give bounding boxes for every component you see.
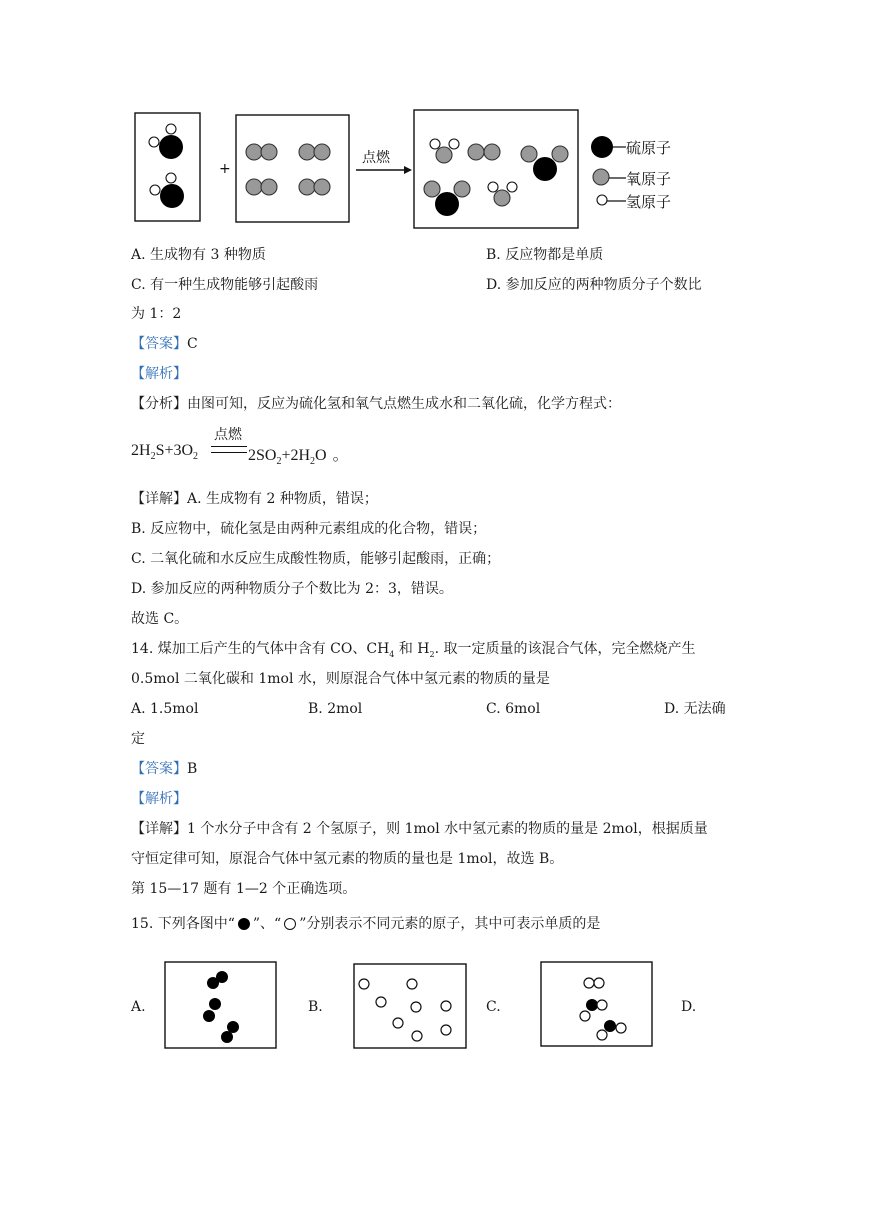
answer-tag: 【答案】 — [131, 336, 187, 352]
q13-detail-c: C. 二氧化硫和水反应生成酸性物质，能够引起酸雨，正确； — [131, 551, 501, 567]
q14-detail-line2: 守恒定律可知，原混合气体中氢元素的物质的量也是 1mol，故选 B。 — [131, 851, 564, 867]
h2o-molecule — [430, 139, 459, 163]
answer-tag: 【答案】 — [131, 761, 187, 777]
stem-text: ”、“ — [252, 916, 282, 932]
q15-option-c-label: C. — [486, 999, 501, 1015]
eq-term: 2H — [131, 442, 151, 459]
plus-sign: + — [219, 161, 231, 177]
q13-option-a: A. 生成物有 3 种物质 — [131, 247, 266, 263]
atom-hollow — [412, 1031, 422, 1041]
atom-hollow — [359, 979, 369, 989]
eq-term: S+3O — [155, 442, 194, 459]
q13-option-c: C. 有一种生成物能够引起酸雨 — [131, 277, 319, 293]
hollow-atom-icon — [284, 918, 296, 930]
q13-option-d: D. 参加反应的两种物质分子个数比 — [486, 277, 702, 293]
q13-detail-b: B. 反应物中，硫化氢是由两种元素组成的化合物，错误； — [131, 521, 487, 537]
o2-molecule — [468, 144, 500, 160]
q15-stem — [131, 914, 600, 934]
stem-text: 14. 煤加工后产生的气体中含有 CO、CH — [131, 641, 390, 657]
eq-subscript: 2 — [193, 451, 199, 463]
section-note: 第 15—17 题有 1—2 个正确选项。 — [131, 881, 357, 897]
o2-molecule — [299, 144, 330, 160]
atom-hollow — [393, 1018, 403, 1028]
reactant-box-o2 — [236, 115, 349, 222]
eq-term: 2SO — [248, 447, 277, 464]
answer-value: B — [187, 761, 198, 777]
detail-text: A. 生成物有 2 种物质，错误； — [187, 491, 378, 507]
o2-molecule — [246, 179, 277, 195]
q15-option-b-label: B. — [308, 999, 323, 1015]
q14-stem-line1 — [131, 639, 695, 665]
q13-analysis-tag: 【解析】 — [131, 366, 187, 382]
h2s-molecule — [149, 124, 183, 159]
o2-molecule — [246, 144, 277, 160]
reaction-diagram — [0, 0, 869, 240]
molecule-mixed — [580, 999, 607, 1021]
q14-stem-line2: 0.5mol 二氧化碳和 1mol 水，则原混合气体中氢元素的物质的量是 — [131, 671, 550, 687]
q13-conclusion: 故选 C。 — [131, 611, 189, 627]
o2-molecule — [299, 179, 330, 195]
stem-text: 15. 下列各图中“ — [131, 916, 235, 932]
molecule-dark-pair — [203, 998, 221, 1022]
eq-subscript: 2 — [276, 456, 282, 468]
q15-option-figures — [0, 950, 869, 1060]
q13-option-d-continued: 为 1：2 — [131, 306, 182, 322]
q15-option-a-label: A. — [131, 999, 146, 1015]
filled-atom-icon — [238, 918, 250, 930]
q14-option-c: C. 6mol — [486, 701, 541, 717]
molecule-hollow-pair — [584, 978, 604, 988]
eq-double-line — [211, 446, 247, 453]
detail-text: 1 个水分子中含有 2 个氢原子，则 1mol 水中氢元素的物质的量是 2mol，根据质量 — [187, 821, 708, 837]
legend-hydrogen: 氢原子 — [626, 193, 672, 211]
fenxi-text: 由图可知，反应为硫化氢和氧气点燃生成水和二氧化硫，化学方程式： — [187, 396, 621, 412]
chemical-equation — [131, 428, 431, 474]
eq-subscript: 2 — [310, 456, 316, 468]
q13-fenxi — [131, 394, 621, 414]
q14-detail-line1 — [131, 819, 708, 839]
molecule-mixed — [597, 1020, 626, 1040]
atom-hollow — [441, 1001, 451, 1011]
legend — [591, 136, 671, 211]
arrow-condition-label: 点燃 — [362, 150, 390, 166]
detail-tag: 【详解】 — [131, 491, 187, 507]
stem-text: 和 H — [394, 641, 430, 657]
stem-text: . 取一定质量的该混合气体，完全燃烧产生 — [434, 641, 696, 657]
q13-detail-d: D. 参加反应的两种物质分子个数比为 2：3，错误。 — [131, 581, 453, 597]
atom-hollow — [441, 1025, 451, 1035]
so2-molecule — [424, 181, 470, 216]
eq-term: O — [315, 447, 327, 464]
q14-option-d: D. 无法确 — [664, 701, 726, 717]
so2-molecule — [521, 146, 568, 181]
eq-condition: 点燃 — [214, 428, 242, 443]
detail-tag: 【详解】 — [131, 821, 187, 837]
molecule-dark-pair — [207, 971, 228, 989]
hydrogen-atom-icon — [597, 195, 607, 205]
eq-end: 。 — [332, 447, 349, 464]
h2s-molecule — [150, 173, 184, 208]
eq-subscript: 2 — [150, 451, 156, 463]
stem-subscript: 2 — [429, 649, 435, 659]
answer-value: C — [187, 336, 198, 352]
q14-option-a: A. 1.5mol — [131, 701, 199, 717]
q14-answer — [131, 759, 197, 779]
arrow-head-icon — [404, 166, 412, 174]
atom-hollow — [376, 997, 386, 1007]
atom-hollow — [411, 1002, 421, 1012]
molecule-dark-pair — [221, 1021, 239, 1043]
fenxi-tag: 【分析】 — [131, 396, 187, 412]
q14-option-d-continued: 定 — [131, 731, 145, 747]
oxygen-atom-icon — [593, 169, 609, 185]
q15-option-d-label: D. — [681, 999, 697, 1015]
stem-subscript: 4 — [389, 649, 395, 659]
atom-hollow — [407, 979, 417, 989]
eq-term: +2H — [281, 447, 311, 464]
sulfur-atom-icon — [591, 136, 613, 158]
q14-analysis-tag: 【解析】 — [131, 791, 187, 807]
q13-answer — [131, 334, 198, 354]
q13-option-b: B. 反应物都是单质 — [486, 247, 604, 263]
stem-text: ”分别表示不同元素的原子，其中可表示单质的是 — [299, 916, 601, 932]
h2o-molecule — [488, 182, 517, 206]
q14-option-b: B. 2mol — [308, 701, 363, 717]
legend-oxygen: 氧原子 — [626, 170, 672, 188]
legend-sulfur: 硫原子 — [626, 139, 672, 157]
q13-detail-a — [131, 489, 378, 509]
